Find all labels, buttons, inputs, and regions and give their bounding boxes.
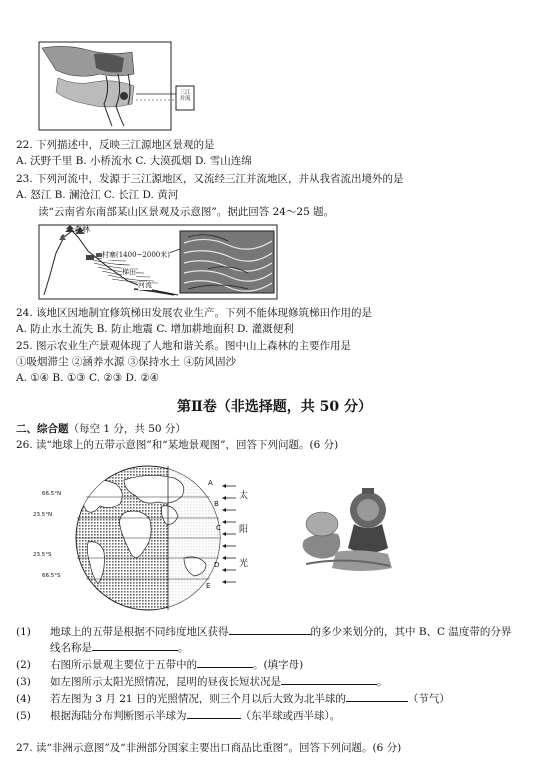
zone-label-a: A <box>208 479 213 487</box>
sun-label-1: 阳 <box>239 525 249 535</box>
q26-sub-5 <box>16 707 340 723</box>
q26-sub-1b <box>16 639 189 655</box>
q26-sub-2-num: (2) <box>16 659 31 671</box>
q25-choices: ①吸烟滞尘 ②涵养水源 ③保持水土 ④防风固沙 <box>16 356 237 368</box>
q26-stem: 26. 读“地球上的五带示意图”和“某地景观图”，回答下列问题。(6 分) <box>16 439 339 451</box>
zone-label-b: B <box>214 500 219 508</box>
q26-sub-3-blank[interactable] <box>281 673 377 685</box>
q26-sub-2-blank[interactable] <box>197 656 253 668</box>
q26-sub-4-post: （节气） <box>407 693 450 705</box>
terrace-label-terrace: 梯田 <box>122 268 136 276</box>
q26-sub-1 <box>16 623 511 639</box>
q22-stem: 22. 下列描述中，反映三江源地区景观的是 <box>16 139 215 151</box>
sun-label-0: 太 <box>239 491 249 501</box>
zone-label-c: C <box>216 524 221 532</box>
q22-options: A. 沃野千里 B. 小桥流水 C. 大漠孤烟 D. 雪山连绵 <box>16 155 252 167</box>
sun-label-2: 光 <box>239 559 249 569</box>
intro-24-25: 读“云南省东南部某山区景观及示意图”。据此回答 24～25 题。 <box>38 206 335 218</box>
q23-options: A. 怒江 B. 澜沧江 C. 长江 D. 黄河 <box>16 189 179 201</box>
q26-sub-4-blank[interactable] <box>346 690 408 702</box>
terrace-figure <box>38 223 278 300</box>
lat-label-0: 66.5°N <box>42 491 62 497</box>
q26-sub-5-num: (5) <box>16 710 31 722</box>
q26-sub-1b-pre: 线名称是 <box>50 642 92 654</box>
q26-sub-4 <box>16 690 450 706</box>
q26-sub-4-pre: 若左图为 3 月 21 日的光照情况，则三个月以后大致为北半球的 <box>50 693 346 705</box>
q26-sub-3 <box>16 673 388 689</box>
lat-label-1: 23.5°N <box>33 512 53 518</box>
q26-sub-5-post: （东半球或西半球）。 <box>240 710 341 722</box>
q26-sub-1b-post: 。 <box>178 642 189 654</box>
q26-sub-1b-blank[interactable] <box>92 639 178 651</box>
q23-stem: 23. 下列河流中，发源于三江源地区，又流经三江并流地区，并从我省流出境外的是 <box>16 173 404 185</box>
q26-sub-1-num: (1) <box>16 626 31 638</box>
globe-figure <box>28 462 258 612</box>
q25-stem: 25. 图示农业生产景观体现了人地和谐关系。图中山上森林的主要作用是 <box>16 340 352 352</box>
lat-label-2: 23.5°S <box>33 552 52 558</box>
terrace-label-river: 河流 <box>138 281 152 289</box>
map-figure-top <box>36 34 196 132</box>
q26-sub-3-pre: 如左图所示太阳光照情况，昆明的昼夜长短状况是 <box>50 676 281 688</box>
map-legend-label: 三江并流 <box>179 90 191 103</box>
section2-note: （每空 1 分，共 50 分） <box>68 423 186 435</box>
section2-header <box>16 422 186 436</box>
q26-sub-5-pre: 根据海陆分布判断图示半球为 <box>50 710 187 722</box>
q24-stem: 24. 该地区因地制宜修筑梯田发展农业生产。下列不能体现修筑梯田作用的是 <box>16 307 373 319</box>
q26-sub-2-post: 。(填字母) <box>253 659 304 671</box>
q26-sub-5-blank[interactable] <box>187 707 241 719</box>
q26-sub-2 <box>16 656 303 672</box>
terrace-label-village: 村寨(1400~2000米) <box>102 251 170 259</box>
zone-label-d: D <box>214 561 220 569</box>
q26-sub-1-pre: 地球上的五带是根据不同纬度地区获得 <box>50 626 229 638</box>
q26-sub-4-num: (4) <box>16 693 31 705</box>
terrace-label-forest: 森林 <box>74 225 90 234</box>
section2-label: 二、综合题 <box>16 423 69 435</box>
q26-sub-2-pre: 右图所示景观主要位于五带中的 <box>50 659 197 671</box>
q26-sub-3-num: (3) <box>16 676 31 688</box>
landscape-picture <box>296 480 400 576</box>
zone-label-e: E <box>206 582 211 590</box>
q26-sub-1-blank[interactable] <box>229 623 311 635</box>
q26-sub-1-post: 的多少来划分的，其中 B、C 温度带的分界 <box>310 626 512 638</box>
lat-label-3: 66.5°S <box>42 573 61 579</box>
q24-options: A. 防止水土流失 B. 防止地震 C. 增加耕地面积 D. 灌溉便利 <box>16 323 294 335</box>
q26-sub-3-post: 。 <box>377 676 388 688</box>
q27-stem: 27. 读“非洲示意图”及“非洲部分国家主要出口商品比重图”。回答下列问题。(6 分) <box>16 742 402 754</box>
q25-options: A. ①④ B. ①③ C. ②③ D. ②④ <box>16 372 160 384</box>
part2-title: 第Ⅱ卷（非选择题，共 50 分） <box>176 399 373 415</box>
